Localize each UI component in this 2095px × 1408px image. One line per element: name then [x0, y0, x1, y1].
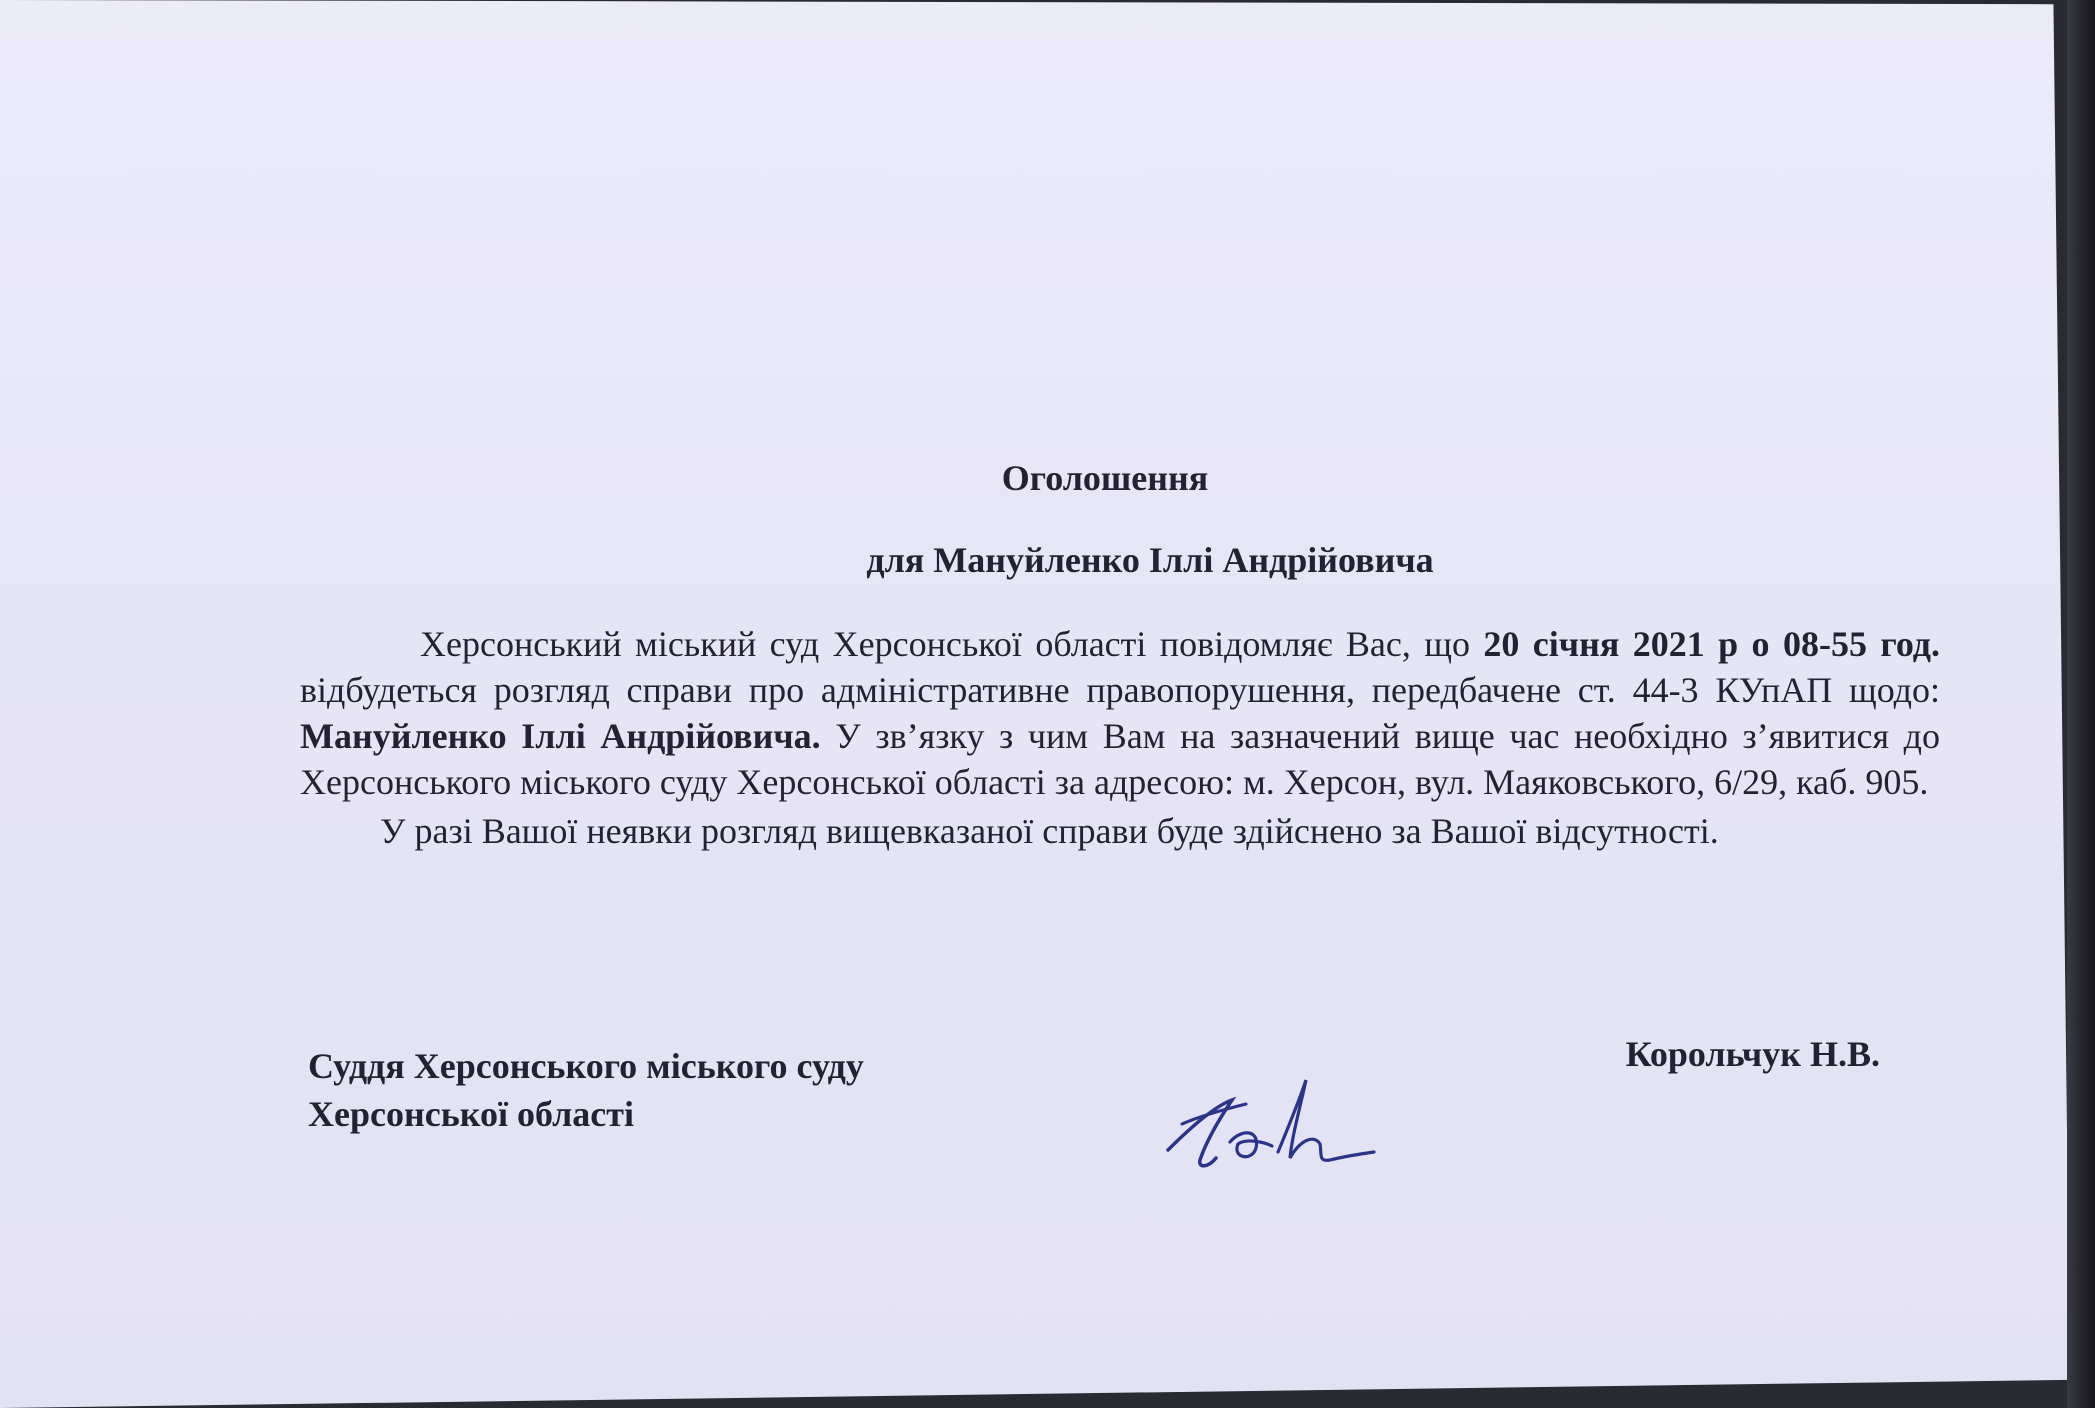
document-title: Оголошення [1001, 458, 1209, 498]
dark-edge [2067, 0, 2095, 1408]
paragraph-1-text-a: Херсонський міський суд Херсонської області повідомляє Вас, що [420, 624, 1484, 664]
notice-document [300, 455, 1940, 857]
signature-block [300, 1030, 1940, 1170]
person-name: Мануйленко Іллі Андрійовича. [300, 716, 821, 756]
paragraph-1-text-c: У зв’язку з чим Вам на зазначений вище час необхідно з’явитися до Херсонського міського суду Херсонської області за адресою: м. Херсон, вул. Маяковського, 6/29, каб. 905. [300, 716, 1940, 802]
addressee-line: для Мануйленко Іллі Андрійовича [866, 540, 1434, 580]
paragraph-1-text-b: відбудеться розгляд справи про адміністративне правопорушення, передбачене ст. 44-3 КУпАП щодо: [300, 670, 1940, 710]
notice-paragraph-2: У разі Вашої неявки розгляд вищевказаної справи буде здійснено за Вашої відсутності. [380, 811, 1719, 851]
judge-title [308, 1042, 864, 1138]
hearing-date-time: 20 січня 2021 р о 08-55 год. [1483, 624, 1940, 664]
notice-paragraph-1 [300, 621, 1940, 805]
judge-title-line-2: Херсонської області [308, 1094, 634, 1134]
handwritten-signature [1160, 1058, 1380, 1178]
judge-name: Корольчук Н.В. [1625, 1034, 1880, 1074]
judge-title-line-1: Суддя Херсонського міського суду [308, 1046, 864, 1086]
